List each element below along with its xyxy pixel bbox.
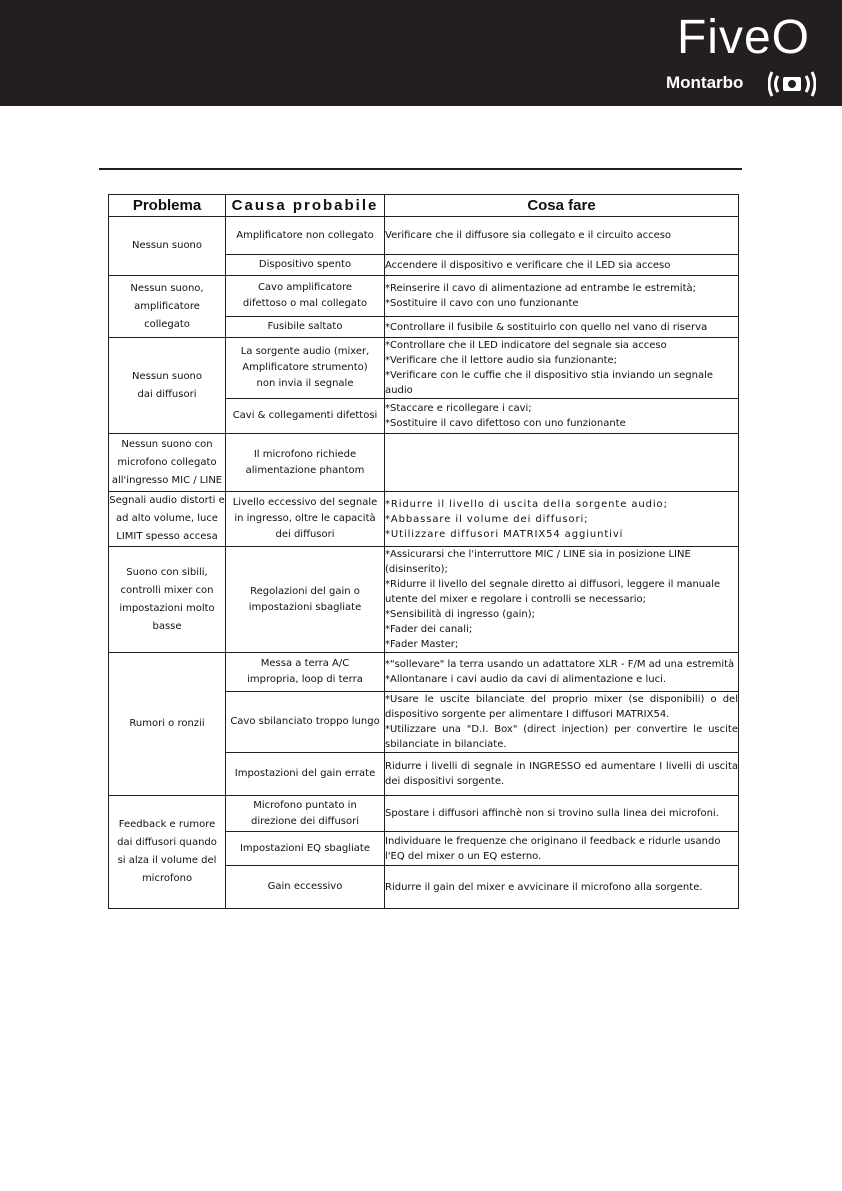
cause-text: Cavi & collegamenti difettosi — [232, 410, 378, 421]
fix-cell — [385, 796, 739, 832]
header-cause: Causa probabile — [226, 195, 385, 217]
problem-text: Rumori o ronzii — [129, 718, 205, 729]
table-row — [109, 434, 739, 492]
fix-text: *Controllare che il LED indicatore del segnale sia acceso — [385, 340, 667, 351]
cause-text: alimentazione phantom — [245, 464, 365, 476]
problem-text: impostazioni molto — [119, 602, 215, 614]
cause-text: in ingresso, oltre le capacità — [234, 513, 376, 524]
fix-text: *Ridurre il livello del segnale diretto ai diffusori, leggere il manuale — [385, 579, 721, 590]
problem-text: Nessun suono, — [130, 282, 204, 294]
fix-text: (disinserito); — [385, 564, 448, 575]
table-row — [109, 338, 739, 399]
fix-text: utente del mixer e regolare i controlli se necessario; — [385, 594, 646, 605]
problem-cell — [109, 653, 226, 796]
table-row — [109, 653, 739, 692]
problem-text: Nessun suono — [131, 240, 203, 251]
fix-text: *Verificare con le cuffie che il dispositivo stia inviando un segnale audio — [385, 370, 714, 396]
cause-text: La sorgente audio (mixer, — [240, 346, 370, 357]
fix-cell — [385, 434, 739, 492]
fix-cell — [385, 255, 739, 276]
table-body — [109, 217, 739, 909]
cause-text: Messa a terra A/C — [260, 658, 350, 669]
cause-text: Fusibile saltato — [267, 321, 343, 332]
cause-cell — [226, 434, 385, 492]
problem-text: Nessun suono con — [121, 438, 213, 450]
fix-text: *Fader Master; — [385, 639, 459, 650]
cause-text: Microfono puntato in — [253, 799, 357, 811]
fix-text: *Sostituire il cavo difettoso con uno funzionante — [385, 418, 626, 429]
cause-cell — [226, 753, 385, 796]
fix-text: *Sostituire il cavo con uno funzionante — [385, 298, 579, 309]
cause-cell — [226, 796, 385, 832]
fix-text: *Allontanare i cavi audio da cavi di alimentazione e luci. — [385, 674, 667, 685]
fix-text: *Usare le uscite bilanciate del proprio mixer (se disponibili) o del dispositivo sorgente per alimentare I diffusori MATRIX54. — [385, 694, 738, 720]
fix-text: Individuare le frequenze che originano il feedback e ridurle usando — [385, 835, 721, 847]
fix-text: *Verificare che il lettore audio sia funzionante; — [385, 355, 618, 366]
cause-text: Dispositivo spento — [258, 259, 352, 270]
troubleshooting-table — [108, 194, 739, 909]
problem-text: ad alto volume, luce — [116, 513, 218, 524]
cause-cell — [226, 832, 385, 866]
problem-text: basse — [152, 620, 182, 632]
cause-text: Livello eccessivo del segnale — [232, 497, 378, 508]
page-header — [0, 0, 842, 106]
cause-text: Cavo sbilanciato troppo lungo — [230, 716, 380, 727]
problem-text: microfono — [141, 873, 193, 884]
table-row — [109, 217, 739, 255]
cause-cell — [226, 399, 385, 434]
cause-cell — [226, 866, 385, 909]
fix-text: *Utilizzare una "D.I. Box" (direct injection) per convertire le uscite sbilanciate in bilanciate. — [385, 724, 738, 750]
fix-cell — [385, 317, 739, 338]
fix-cell — [385, 653, 739, 692]
cause-cell — [226, 217, 385, 255]
problem-text: dai diffusori quando — [117, 837, 217, 848]
header-problem: Problema — [109, 195, 226, 217]
cause-text: dei diffusori — [275, 529, 335, 540]
table-row — [109, 492, 739, 547]
fix-cell — [385, 399, 739, 434]
cause-cell — [226, 492, 385, 547]
cause-text: Gain eccessivo — [267, 881, 343, 892]
fix-text: *Ridurre il livello di uscita della sorgente audio; — [385, 498, 668, 510]
problem-text: controlli mixer con — [120, 584, 214, 596]
problem-cell — [109, 217, 226, 276]
fix-text: l'EQ del mixer o un EQ esterno. — [385, 850, 542, 862]
fix-cell — [385, 217, 739, 255]
problem-text: collegato — [144, 318, 190, 330]
problem-text: Feedback e rumore — [118, 819, 216, 830]
table-row — [109, 796, 739, 832]
cause-text: Impostazioni EQ sbagliate — [239, 842, 370, 854]
cause-text: Amplificatore strumento) — [242, 362, 368, 373]
fix-cell — [385, 866, 739, 909]
cause-text: difettoso o mal collegato — [242, 298, 368, 309]
problem-text: Suono con sibili, — [126, 566, 208, 578]
cause-cell — [226, 547, 385, 653]
fix-cell — [385, 492, 739, 547]
fix-cell — [385, 753, 739, 796]
fix-text: *Utilizzare diffusori MATRIX54 aggiuntivi — [385, 528, 624, 540]
fix-text: *Fader dei canali; — [385, 624, 473, 635]
problem-text: dai diffusori — [137, 388, 197, 400]
problem-cell — [109, 434, 226, 492]
table-row — [109, 276, 739, 317]
problem-cell — [109, 276, 226, 338]
problem-text: all'ingresso MIC / LINE — [111, 474, 223, 486]
speaker-waves-icon — [768, 68, 816, 100]
cause-cell — [226, 653, 385, 692]
fix-cell — [385, 338, 739, 399]
cause-text: Regolazioni del gain o — [250, 585, 360, 597]
problem-text: amplificatore — [134, 300, 200, 312]
problem-text: si alza il volume del — [117, 855, 217, 866]
fix-text: *Abbassare il volume dei diffusori; — [385, 513, 589, 525]
cause-cell — [226, 692, 385, 753]
cause-cell — [226, 317, 385, 338]
fix-text: *Staccare e ricollegare i cavi; — [385, 403, 532, 414]
cause-text: Impostazioni del gain errate — [234, 768, 376, 779]
fix-cell — [385, 547, 739, 653]
fix-text: *Controllare il fusibile & sostituirlo con quello nel vano di riserva — [385, 321, 708, 333]
problem-cell — [109, 338, 226, 434]
fix-cell — [385, 832, 739, 866]
fix-text: *Sensibilità di ingresso (gain); — [385, 609, 536, 620]
table-header-row — [109, 195, 739, 217]
fix-text: Accendere il dispositivo e verificare che il LED sia acceso — [385, 259, 671, 271]
fix-cell — [385, 276, 739, 317]
cause-cell — [226, 255, 385, 276]
fix-text: Verificare che il diffusore sia collegato e il circuito acceso — [385, 230, 672, 241]
fix-cell — [385, 692, 739, 753]
cause-text: Il microfono richiede — [253, 448, 357, 460]
fix-text: *"sollevare" la terra usando un adattatore XLR - F/M ad una estremità — [385, 659, 735, 670]
cause-cell — [226, 276, 385, 317]
problem-cell — [109, 547, 226, 653]
header-divider — [99, 168, 742, 170]
cause-text: Cavo amplificatore — [257, 282, 353, 293]
fiveo-logo: FiveO — [676, 11, 810, 64]
fix-text: Ridurre il gain del mixer e avvicinare il microfono alla sorgente. — [385, 881, 703, 893]
problem-cell — [109, 492, 226, 547]
fix-text: *Reinserire il cavo di alimentazione ad entrambe le estremità; — [385, 283, 697, 294]
table-row — [109, 547, 739, 653]
problem-text: Nessun suono — [131, 370, 203, 382]
problem-cell — [109, 796, 226, 909]
cause-text: Amplificatore non collegato — [236, 229, 374, 241]
fix-text: *Assicurarsi che l'interruttore MIC / LINE sia in posizione LINE — [385, 549, 691, 560]
cause-text: direzione dei diffusori — [250, 815, 359, 827]
cause-text: impropria, loop di terra — [247, 674, 363, 685]
cause-text: impostazioni sbagliate — [248, 601, 362, 613]
cause-cell — [226, 338, 385, 399]
montarbo-logo: Montarbo — [666, 73, 744, 92]
problem-text: LIMIT spesso accesa — [116, 531, 218, 542]
fix-text: Spostare i diffusori affinchè non si trovino sulla linea dei microfoni. — [385, 808, 719, 819]
problem-text: Segnali audio distorti e — [109, 495, 225, 506]
fix-text: Ridurre i livelli di segnale in INGRESSO ed aumentare I livelli di uscita dei dispositivi sorgente. — [385, 761, 738, 787]
header-fix: Cosa fare — [385, 195, 739, 217]
cause-text: non invia il segnale — [256, 378, 354, 389]
problem-text: microfono collegato — [117, 456, 217, 468]
